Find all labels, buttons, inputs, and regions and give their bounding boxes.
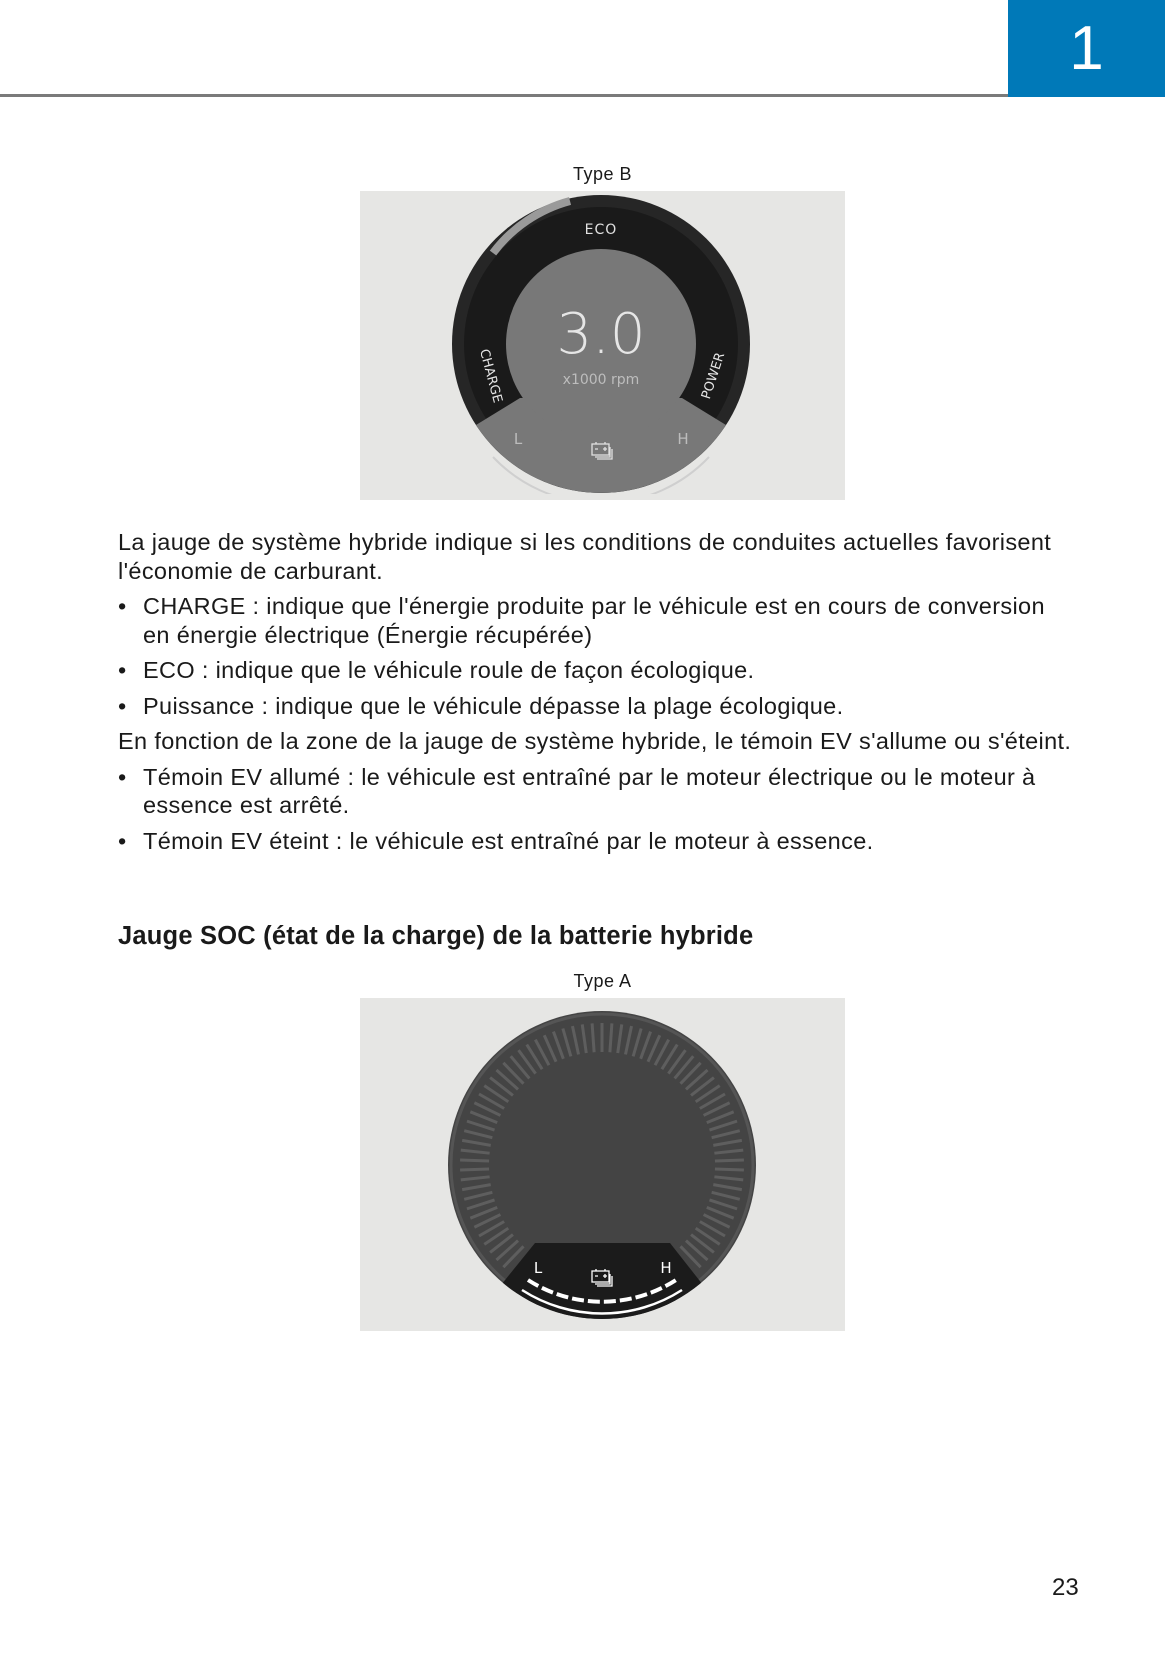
chapter-number: 1 [1069,14,1104,83]
bullet-text: Témoin EV éteint : le véhicule est entraîné par le moteur à essence. [143,827,874,854]
bullet-text: Témoin EV allumé : le véhicule est entraîné par le moteur électrique ou le moteur à essence est arrêté. [143,763,1036,818]
gauge-tick [610,1023,612,1052]
gauge-tick [460,1169,489,1170]
bullet: • [118,763,127,790]
bullet: • [118,827,127,854]
eco-label: ECO [584,222,618,238]
power-label: POWER [699,350,729,402]
page-number: 23 [1052,1574,1079,1601]
high-label: H [677,430,689,448]
soc-gauge-type-a [447,1010,757,1320]
list-item [118,592,1078,649]
gauge-tick [715,1160,744,1161]
gauge-tick [592,1023,594,1052]
list-item [118,656,1078,685]
list-item [118,692,1078,721]
figure-b-caption: Type B [572,164,633,184]
charge-label: CHARGE [476,347,505,405]
gauge-tick [715,1169,744,1170]
high-label: H [660,1259,672,1277]
bullet-text: Puissance : indique que le véhicule dépasse la plage écologique. [143,692,844,719]
figure-b-panel [360,191,845,500]
ev-paragraph: En fonction de la zone de la jauge de système hybride, le témoin EV s'allume ou s'éteint. [118,728,1072,754]
low-label: L [533,1259,543,1277]
list-item [118,827,1078,856]
figure-a-panel [360,998,845,1331]
header-rule [0,94,1008,97]
bullet-text: ECO : indique que le véhicule roule de façon écologique. [143,657,755,683]
bullet: • [118,657,127,683]
rpm-value: 3.0 [556,302,646,367]
bullet: • [118,692,127,719]
low-label: L [513,430,523,448]
intro-paragraph: La jauge de système hybride indique si les conditions de conduites actuelles favorisent l'économie de carburant. [118,529,1052,584]
chapter-tab [1008,0,1165,97]
rpm-unit: x1000 rpm [562,372,640,388]
section-heading: Jauge SOC (état de la charge) de la batterie hybride [118,922,754,950]
body-text [118,528,1078,862]
bullet-text: CHARGE : indique que l'énergie produite par le véhicule est en cours de conversion en énergie électrique (Énergie récupérée) [143,593,1045,648]
hybrid-gauge-type-b [451,194,751,494]
list-item [118,763,1078,820]
figure-a-caption: Type A [573,971,632,991]
gauge-tick [460,1160,489,1161]
bullet: • [118,593,127,619]
